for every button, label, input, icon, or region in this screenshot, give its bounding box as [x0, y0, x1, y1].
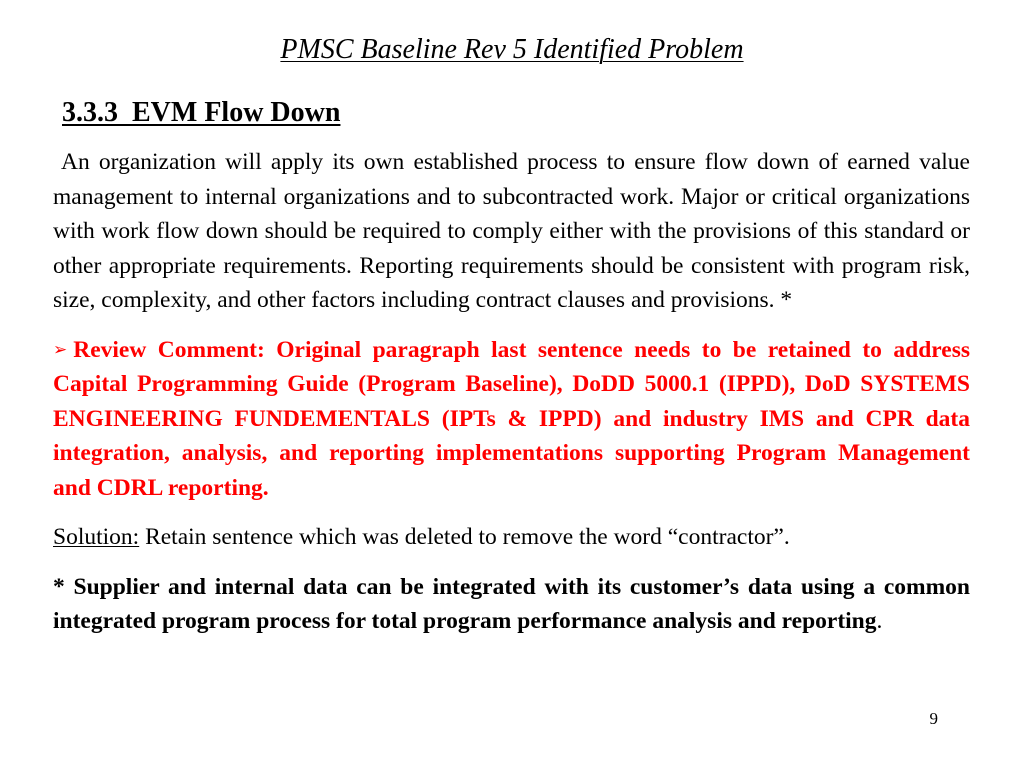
evm-flow-down-paragraph: An organization will apply its own established process to ensure flow down of earned value management to internal organizations and to subcontracted work. Major or critical organizations with work flow down should be required to comply either with the provisions of this standard or other appropriate requirements. Reporting requirements should be consistent with program risk, size, complexity, and other factors including contract clauses and provisions. *: [53, 149, 970, 313]
slide-title: PMSC Baseline Rev 5 Identified Problem: [280, 34, 744, 65]
page-number: 9: [929, 709, 938, 728]
footnote-paragraph: [53, 570, 970, 639]
solution-label: Solution:: [53, 524, 140, 550]
footnote-text: * Supplier and internal data can be integrated with its customer’s data using a common integrated program process for total program performance analysis and reporting: [53, 573, 970, 634]
review-comment-text: Review Comment: Original paragraph last sentence needs to be retained to address Capital Programming Guide (Program Baseline), DoDD 5000.1 (IPPD), DoD SYSTEMS ENGINEERING FUNDEMENTALS (IPTs & IPPD) and industry IMS and CPR data integration, analysis, and reporting implementations supporting Program Management and CDRL reporting.: [53, 336, 970, 501]
slide-body: [53, 145, 970, 654]
review-comment: [53, 333, 970, 506]
section-heading: 3.3.3 EVM Flow Down: [62, 97, 341, 128]
solution-paragraph: [53, 520, 970, 555]
arrow-bullet-icon: ➢: [53, 339, 68, 360]
footnote-period: .: [876, 608, 883, 634]
solution-text: Retain sentence which was deleted to remove the word “contractor”.: [139, 524, 790, 550]
